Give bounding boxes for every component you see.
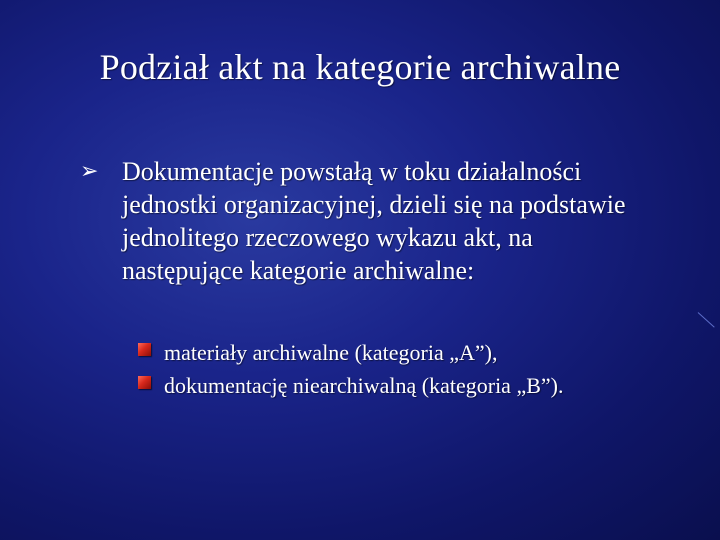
- red-square-bullet-icon: [138, 343, 151, 356]
- main-bullet: [80, 155, 680, 287]
- main-bullet-text: [122, 155, 625, 287]
- sub-bullet-text: materiały archiwalne (kategoria „A”),: [164, 339, 498, 365]
- sub-bullet-item: [138, 369, 698, 402]
- decorative-line: [698, 312, 715, 327]
- red-square-bullet-icon: [138, 376, 151, 389]
- main-bullet-line: jednostki organizacyjnej, dzieli się na podstawie: [122, 190, 626, 219]
- arrow-bullet-icon: ➢: [80, 159, 99, 184]
- main-bullet-line: jednolitego rzeczowego wykazu akt, na: [122, 223, 533, 252]
- main-bullet-line: Dokumentacje powstałą w toku działalności: [122, 157, 582, 186]
- sub-bullet-list: [138, 336, 698, 402]
- slide-title: Podział akt na kategorie archiwalne: [99, 47, 621, 87]
- main-bullet-line: następujące kategorie archiwalne:: [122, 256, 475, 285]
- sub-bullet-text: dokumentację niearchiwalną (kategoria „B”).: [164, 372, 564, 398]
- sub-bullet-item: [138, 336, 698, 369]
